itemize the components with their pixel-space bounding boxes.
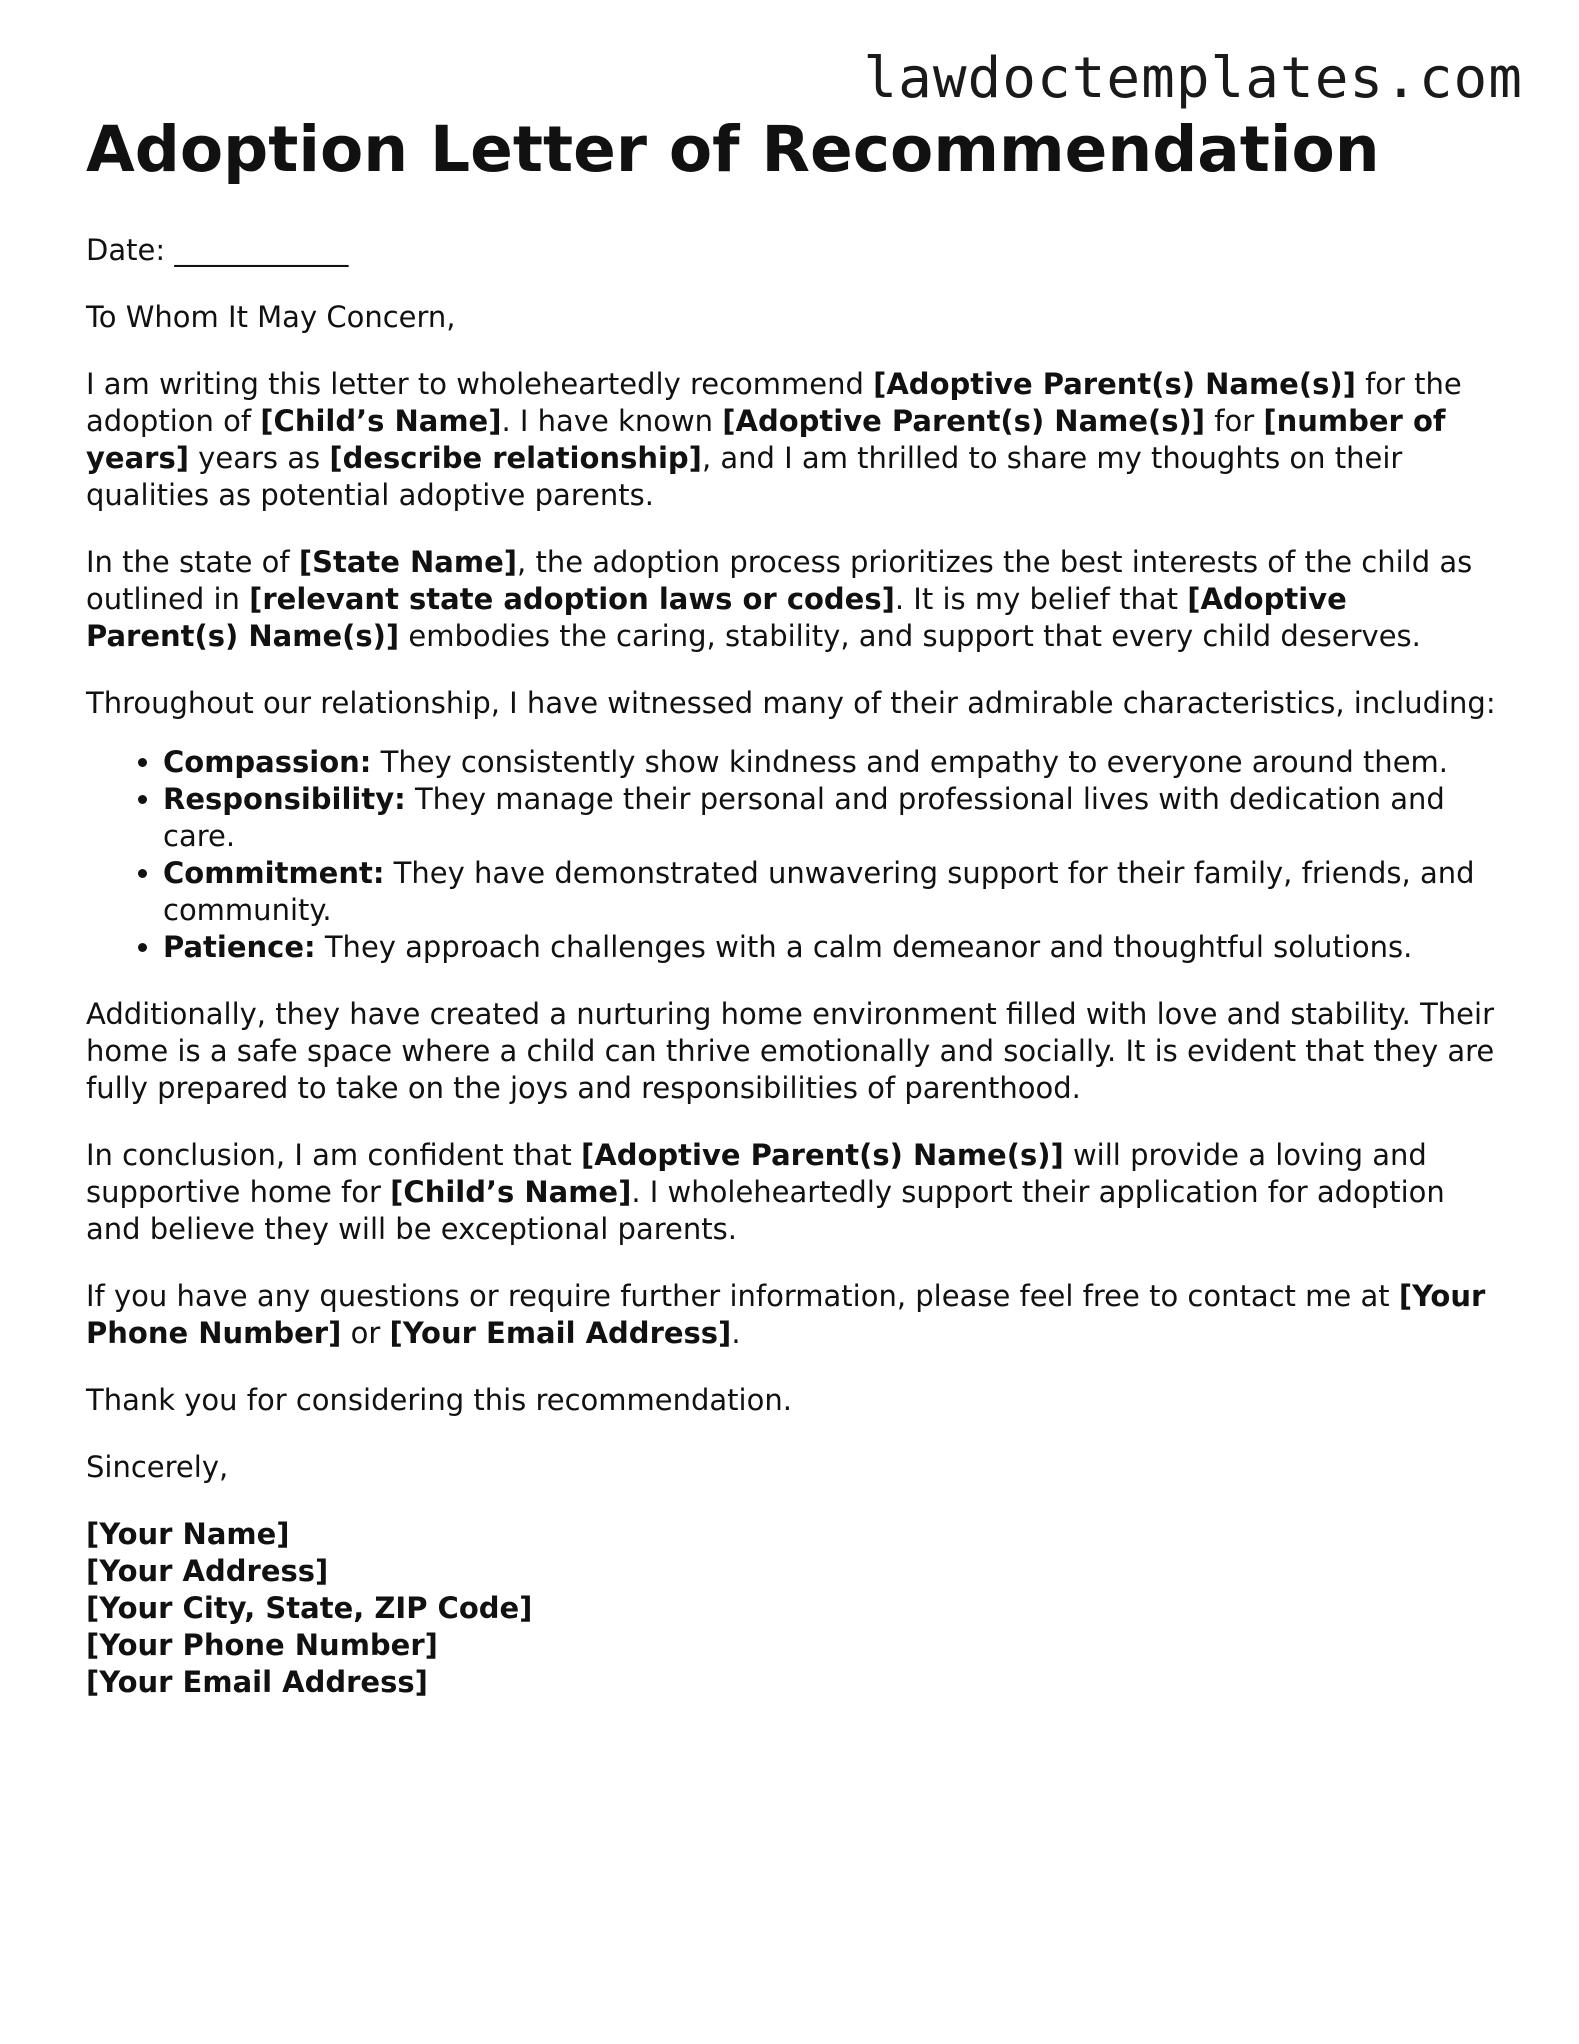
signature-city: [Your City, State, ZIP Code] <box>86 1591 533 1625</box>
paragraph-conclusion <box>86 1137 1496 1248</box>
placeholder-adoptive-parents: [Adoptive Parent(s) Name(s)] <box>873 367 1356 401</box>
text: , and I am thrilled to share my thoughts on their qualities as potential adoptive parents. <box>86 441 1403 512</box>
signature-name: [Your Name] <box>86 1517 290 1551</box>
signature-phone: [Your Phone Number] <box>86 1628 438 1662</box>
trait-text: They consistently show kindness and empathy to everyone around them. <box>371 745 1449 779</box>
trait-text: They approach challenges with a calm demeanor and thoughtful solutions. <box>315 930 1413 964</box>
placeholder-adoptive-parents: [Adoptive Parent(s) Name(s)] <box>86 582 1347 653</box>
text: will provide a loving and supportive home for <box>86 1138 1427 1209</box>
paragraph-thanks: Thank you for considering this recommendation. <box>86 1383 792 1417</box>
list-item <box>163 929 1496 966</box>
closing: Sincerely, <box>86 1450 229 1484</box>
text: . It is my belief that <box>894 582 1188 616</box>
page-title: Adoption Letter of Recommendation <box>86 113 1380 186</box>
text: for the adoption of <box>86 367 1462 438</box>
trait-text: They have demonstrated unwavering support for their family, friends, and community. <box>163 856 1475 927</box>
date-line <box>86 232 1496 269</box>
text: . I wholeheartedly support their application for adoption and believe they will be exceptional parents. <box>86 1175 1445 1246</box>
text: In the state of <box>86 545 299 579</box>
watermark: lawdoctemplates.com <box>863 46 1523 111</box>
paragraph-home: Additionally, they have created a nurturing home environment filled with love and stability. Their home is a safe space where a child can thrive emotionally and socially. It is evident that they are fully prepared to take on the joys and responsibilities of parenthood. <box>86 997 1495 1105</box>
trait-label: Commitment: <box>163 856 385 890</box>
date-blank: ____________ <box>174 233 349 267</box>
trait-label: Compassion: <box>163 745 372 779</box>
placeholder-state-laws: [relevant state adoption laws or codes] <box>249 582 895 616</box>
trait-text: They manage their personal and professional lives with dedication and care. <box>163 782 1445 853</box>
placeholder-child-name: [Child’s Name] <box>260 404 502 438</box>
list-item <box>163 855 1496 929</box>
list-item <box>163 744 1496 781</box>
placeholder-relationship: [describe relationship] <box>329 441 702 475</box>
placeholder-adoptive-parents: [Adoptive Parent(s) Name(s)] <box>581 1138 1064 1172</box>
text: In conclusion, I am confident that <box>86 1138 581 1172</box>
signature-email: [Your Email Address] <box>86 1665 428 1699</box>
text: , the adoption process prioritizes the best interests of the child as outlined in <box>86 545 1473 616</box>
placeholder-state-name: [State Name] <box>298 545 518 579</box>
text: . I have known <box>501 404 723 438</box>
text: If you have any questions or require further information, please feel free to contact me at <box>86 1279 1399 1313</box>
text: embodies the caring, stability, and support that every child deserves. <box>399 619 1421 653</box>
placeholder-adoptive-parents: [Adoptive Parent(s) Name(s)] <box>722 404 1206 438</box>
trait-label: Patience: <box>163 930 316 964</box>
list-item <box>163 781 1496 855</box>
placeholder-phone: [Your Phone Number] <box>86 1279 1486 1350</box>
text: or <box>341 1316 390 1350</box>
text: . <box>731 1316 741 1350</box>
paragraph-contact <box>86 1278 1496 1352</box>
text: I am writing this letter to wholeheartedly recommend <box>86 367 874 401</box>
placeholder-child-name: [Child’s Name] <box>390 1175 632 1209</box>
traits-list <box>86 744 1496 966</box>
salutation: To Whom It May Concern, <box>86 300 456 334</box>
placeholder-years: [number of years] <box>86 404 1446 475</box>
signature-block <box>86 1516 1496 1701</box>
placeholder-email: [Your Email Address] <box>389 1316 732 1350</box>
paragraph-intro <box>86 366 1496 514</box>
text: for <box>1205 404 1264 438</box>
signature-address: [Your Address] <box>86 1554 329 1588</box>
text: years as <box>188 441 330 475</box>
paragraph-characteristics: Throughout our relationship, I have witnessed many of their admirable characteristics, including: <box>86 686 1496 720</box>
paragraph-state <box>86 544 1496 655</box>
letter-page <box>86 112 1496 1701</box>
date-label: Date: <box>86 233 175 267</box>
trait-label: Responsibility: <box>163 782 406 816</box>
